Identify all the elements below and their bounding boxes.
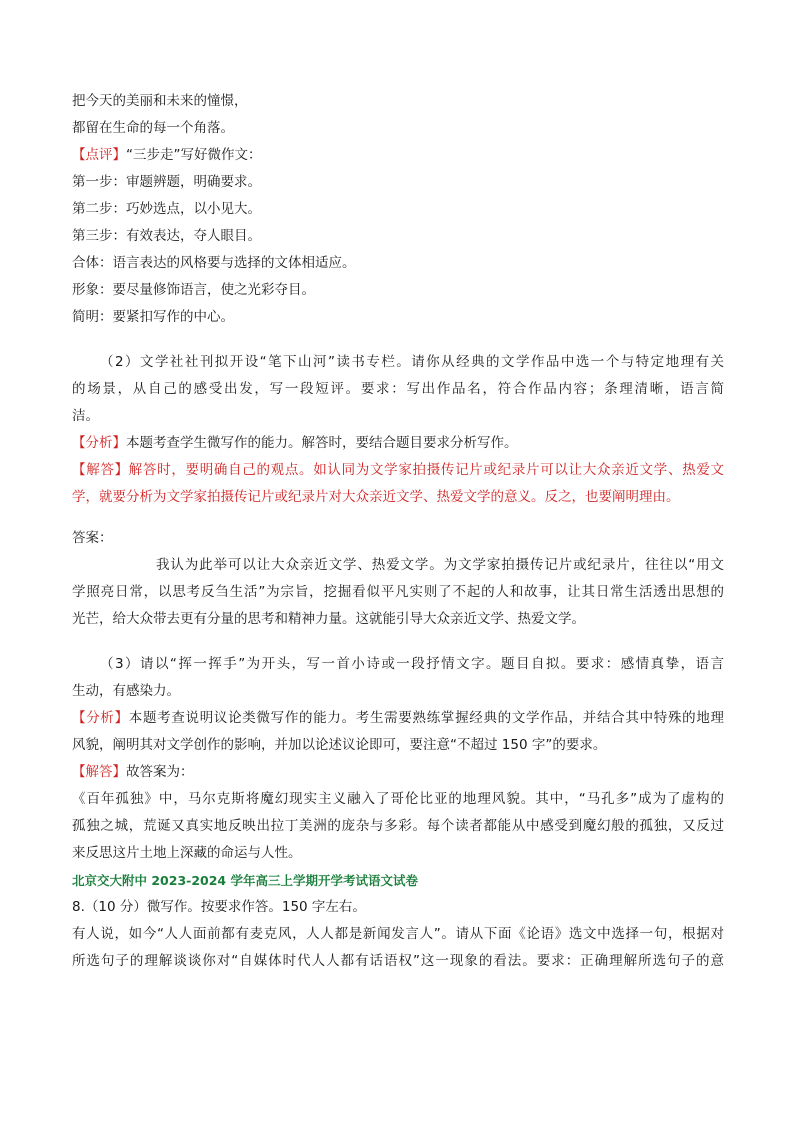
answer-paragraph (72, 457, 724, 484)
analysis-text: 本题考查学生微写作的能力。解答时，要结合题目要求分析写作。 (126, 435, 518, 451)
analysis-text: 本题考查说明议论类微写作的能力。考生需要熟练掌握经典的文学作品，并结合其中特殊的地理 (128, 710, 724, 726)
question-2-text: 的场景，从自己的感受出发，写一段短评。要求：写出作品名，符合作品内容；条理清晰，语言简 (72, 381, 724, 397)
answer-body: 我认为此举可以让大众亲近文学、热爱文学。为文学家拍摄传记片或纪录片，往往以“用文 (156, 557, 724, 573)
question-3-text: （3）请以“挥一挥手”为开头，写一首小诗或一段抒情文字。题目自拟。要求：感情真挚，语言 (100, 656, 724, 672)
answer-paragraph (72, 759, 724, 786)
source-heading: 北京交大附中 2023-2024 学年高三上学期开学考试语文试卷 (72, 873, 418, 888)
comment-heading (72, 142, 724, 169)
question-2-text: 洁。 (72, 408, 99, 424)
comment-tag: 【点评】 (72, 147, 126, 163)
answer-text: 故答案为： (126, 764, 194, 780)
answer-label: 答案： (72, 530, 113, 546)
comment-title: “三步走”写好微作文： (126, 147, 262, 163)
answer-tag: 【解答】 (72, 462, 129, 478)
document-page (72, 88, 724, 975)
comment-step: 第三步：有效表达，夺人眼目。 (72, 228, 261, 244)
answer-tag: 【解答】 (72, 764, 126, 780)
comment-step: 合体：语言表达的风格要与选择的文体相适应。 (72, 255, 356, 271)
question-2-text: （2）文学社社刊拟开设“笔下山河”读书专栏。请你从经典的文学作品中选一个与特定地理有关 (100, 354, 724, 370)
poem-line: 都留在生命的每一个角落。 (72, 120, 234, 136)
comment-step: 简明：要紧扣写作的中心。 (72, 309, 234, 325)
essay-text: 来反思这片土地上深藏的命运与人性。 (72, 845, 302, 861)
answer-body: 光芒，给大众带去更有分量的思考和精神力量。这就能引导大众亲近文学、热爱文学。 (72, 611, 585, 627)
analysis-paragraph (72, 705, 724, 732)
answer-text: 解答时，要明确自己的观点。如认同为文学家拍摄传记片或纪录片可以让大众亲近文学、热爱文 (128, 462, 724, 478)
comment-step: 形象：要尽量修饰语言，使之光彩夺目。 (72, 282, 315, 298)
question-8-text: 所选句子的理解谈谈你对“自媒体时代人人都有话语权”这一现象的看法。要求：正确理解所选句子的意 (72, 953, 724, 969)
question-8-text: 有人说，如今“人人面前都有麦克风，人人都是新闻发言人”。请从下面《论语》选文中选择一句，根据对 (72, 926, 724, 942)
answer-text: 学，就要分析为文学家拍摄传记片或纪录片对大众亲近文学、热爱文学的意义。反之，也要阐明理由。 (72, 489, 680, 505)
analysis-tag: 【分析】 (72, 435, 126, 451)
essay-text: 孤独之城，荒诞又真实地反映出拉丁美洲的庞杂与多彩。每个读者都能从中感受到魔幻般的孤独，又反过 (72, 818, 724, 834)
essay-text: 《百年孤独》中，马尔克斯将魔幻现实主义融入了哥伦比亚的地理风貌。其中，“马孔多”成为了虚构的 (72, 791, 724, 807)
analysis-paragraph (72, 430, 724, 457)
question-3-text: 生动，有感染力。 (72, 683, 180, 699)
answer-body: 学照亮日常，以思考反刍生活”为宗旨，挖掘看似平凡实则了不起的人和故事，让其日常生活透出思想的 (72, 584, 724, 600)
analysis-text: 风貌，阐明其对文学创作的影响，并加以论述议论即可，要注意“不超过 150 字”的要求。 (72, 737, 607, 753)
poem-line: 把今天的美丽和未来的憧憬， (72, 93, 248, 109)
comment-step: 第一步：审题辨题，明确要求。 (72, 174, 261, 190)
comment-step: 第二步：巧妙选点，以小见大。 (72, 201, 261, 217)
question-8-text: 8.（10 分）微写作。按要求作答。150 字左右。 (72, 899, 366, 915)
analysis-tag: 【分析】 (72, 710, 129, 726)
